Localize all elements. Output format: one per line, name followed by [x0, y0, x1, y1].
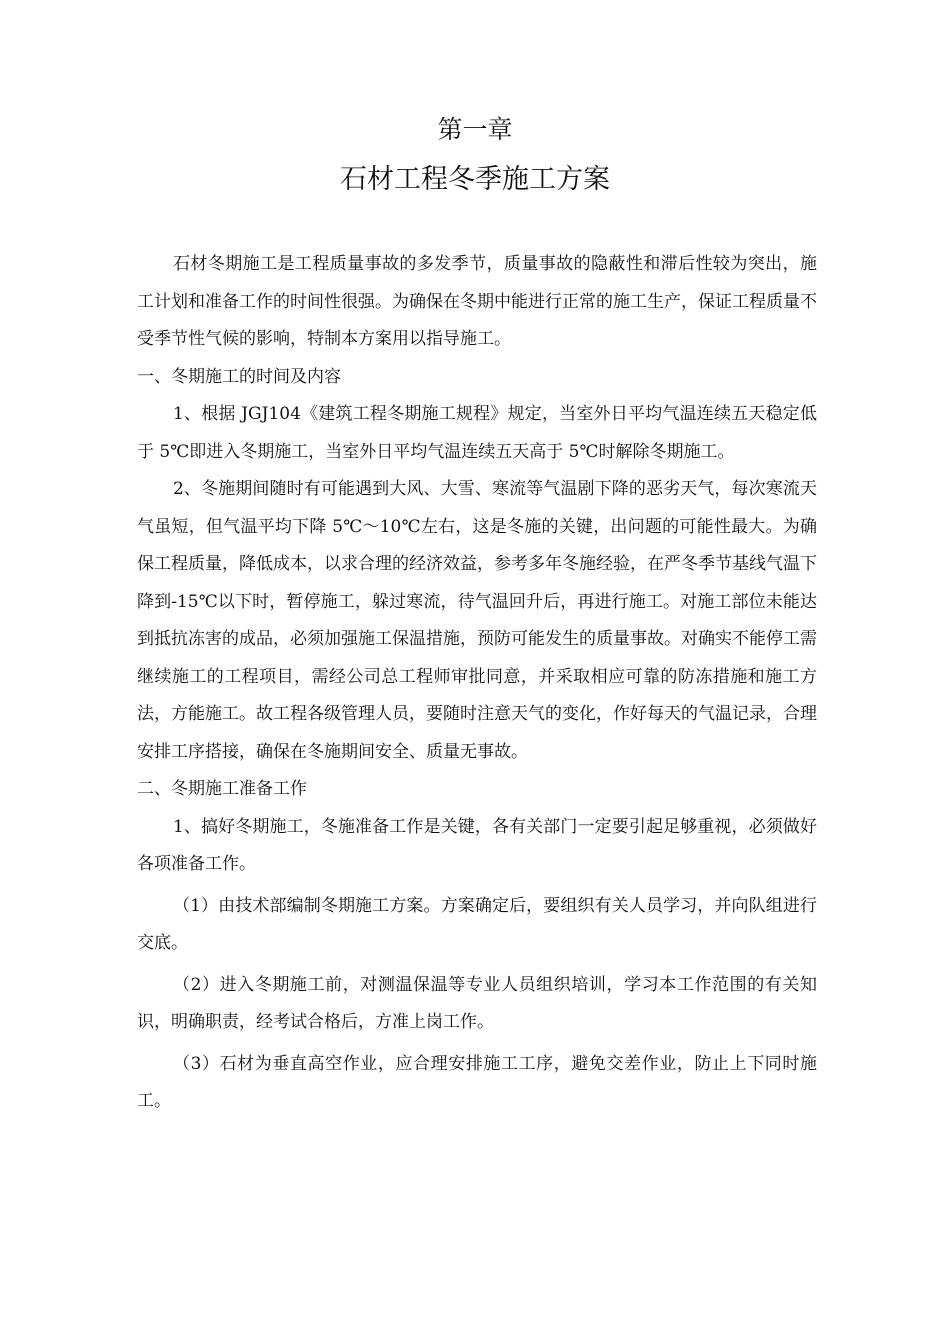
section-1-paragraph-2: 2、冬施期间随时有可能遇到大风、大雪、寒流等气温剧下降的恶劣天气，每次寒流天气虽短，但气温平均下降 5℃～10℃左右，这是冬施的关键，出问题的可能性最大。为确保工程质量，降低成本，以求合理的经济效益，参考多年冬施经验，在严冬季节基线气温下降到-15℃以下时，暂停施工，躲过寒流，待气温回升后，再进行施工。对施工部位未能达到抵抗冻害的成品，必须加强施工保温措施，预防可能发生的质量事故。对确实不能停工需继续施工的工程项目，需经公司总工程师审批同意，并采取相应可靠的防冻措施和施工方法，方能施工。故工程各级管理人员，要随时注意天气的变化，作好每天的气温记录，合理安排工序搭接，确保在冬施期间安全、质量无事故。 — [137, 479, 817, 762]
section-1-paragraph-1: 1、根据 JGJ104《建筑工程冬期施工规程》规定，当室外日平均气温连续五天稳定低于 5℃即进入冬期施工，当室外日平均气温连续五天高于 5℃时解除冬期施工。 — [137, 404, 817, 462]
document-title: 石材工程冬季施工方案 — [340, 164, 610, 195]
section-2-item-3: （3）石材为垂直高空作业，应合理安排施工工序，避免交差作业，防止上下同时施工。 — [137, 1053, 817, 1111]
intro-paragraph: 石材冬期施工是工程质量事故的多发季节，质量事故的隐蔽性和滞后性较为突出，施工计划和准备工作的时间性很强。为确保在冬期中能进行正常的施工生产，保证工程质量不受季节性气候的影响，特制本方案用以指导施工。 — [137, 254, 817, 349]
document-body — [137, 246, 817, 1121]
section-2-heading: 二、冬期施工准备工作 — [137, 779, 307, 799]
section-2-paragraph-1: 1、搞好冬期施工，冬施准备工作是关键，各有关部门一定要引起足够重视，必须做好各项准备工作。 — [137, 816, 817, 874]
section-2-item-2: （2）进入冬期施工前，对测温保温等专业人员组织培训，学习本工作范围的有关知识，明确职责，经考试合格后，方准上岗工作。 — [137, 974, 817, 1032]
section-1-heading: 一、冬期施工的时间及内容 — [137, 366, 341, 387]
section-2-item-1: （1）由技术部编制冬期施工方案。方案确定后，要组织有关人员学习，并向队组进行交底。 — [137, 895, 817, 953]
chapter-heading: 第一章 — [437, 115, 513, 144]
